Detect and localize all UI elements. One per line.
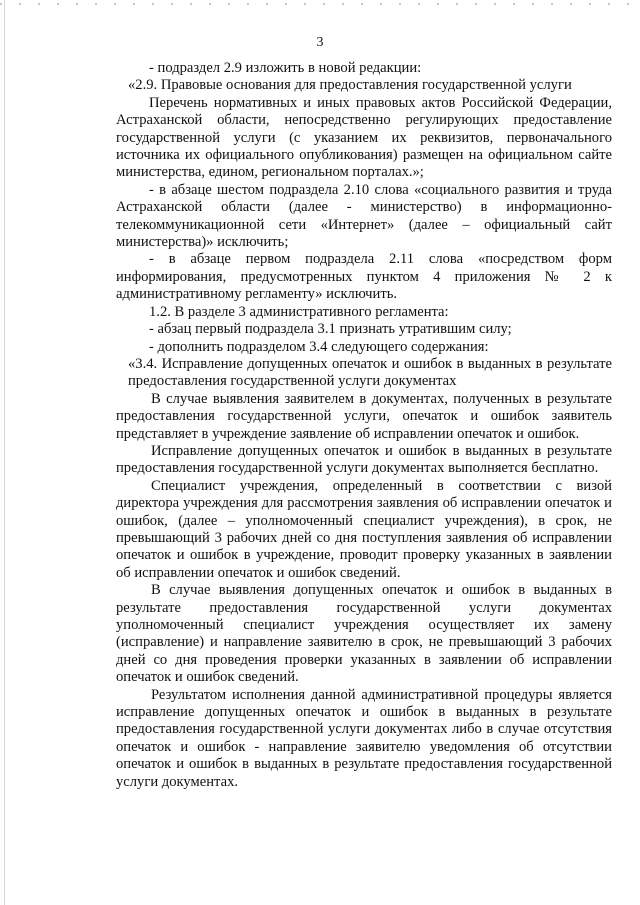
page-number: 3 [316, 35, 324, 50]
paragraph-replacement: В случае выявления допущенных опечаток и ошибок в выданных в результате предоставления государственной услуги документах уполномоченный специалист учреждения осуществляет их замену (исправление) и направление заявителю в срок, не превышающий 3 рабочих дней со дня проведения проверки указанных в заявлении об исправлении опечаток и ошибок сведений. [116, 582, 612, 686]
paragraph-procedure-result: Результатом исполнения данной административной процедуры является исправление допущенных опечаток и ошибок в выданных в результате предоставления государственной услуги документах либо в случае отсутствия опечаток и ошибок - направление заявителю уведомления об отсутствии опечаток и ошибок в выданных в результате предоставления государственной услуги документах. [116, 686, 612, 790]
paragraph-free-correction: Исправление допущенных опечаток и ошибок в выданных в результате предоставления государственной услуги документах выполняется бесплатно. [116, 442, 612, 477]
paragraph-2-10-amendment: - в абзаце шестом подраздела 2.10 слова «социального развития и труда Астраханской области (далее - министерство) в информационно-телекоммуникационной сети «Интернет» (далее – официальный сайт министерства)» исключить; [116, 181, 612, 251]
paragraph-subsection-2-9-intro: - подраздел 2.9 изложить в новой редакции: [149, 60, 422, 76]
paragraph-specialist-check: Специалист учреждения, определенный в соответствии с визой директора учреждения для рассмотрения заявления об исправлении опечаток и ошибок, (далее – уполномоченный специалист учреждения), в срок, не превышающий 3 рабочих дней со дня поступления заявления об исправлении опечаток и ошибок в учреждение, проводит проверку указанных в заявлении об исправлении опечаток и ошибок сведений. [116, 477, 612, 581]
paragraph-section-3-intro: 1.2. В разделе 3 административного регламента: [149, 303, 449, 320]
document-body [116, 60, 612, 791]
paragraph-3-1-repeal: - абзац первый подраздела 3.1 признать утратившим силу; [149, 321, 512, 338]
paragraph-heading-2-9: «2.9. Правовые основания для предоставления государственной услуги [128, 77, 572, 94]
paragraph-2-11-amendment: - в абзаце первом подраздела 2.11 слова «посредством форм информирования, предусмотренных пунктом 4 приложения № 2 к административному регламенту» исключить. [116, 251, 612, 303]
paragraph-heading-3-4: «3.4. Исправление допущенных опечаток и ошибок в выданных в результате предоставления государственной услуги документах [128, 355, 612, 390]
paragraph-legal-acts: Перечень нормативных и иных правовых актов Российской Федерации, Астраханской области, непосредственно регулирующих предоставление государственной услуги (с указанием их реквизитов, первоначального источника их официального опубликования) размещен на официальном сайте министерства, едином, региональном порталах.»; [116, 94, 612, 181]
scan-artifact-edge [4, 0, 5, 905]
paragraph-error-detection: В случае выявления заявителем в документах, полученных в результате предоставления государственной услуги, опечаток и ошибок заявитель представляет в учреждение заявление об исправлении опечаток и ошибок. [116, 390, 612, 442]
scan-artifact-dots [0, 3, 640, 5]
paragraph-3-4-add: - дополнить подразделом 3.4 следующего содержания: [149, 338, 489, 355]
